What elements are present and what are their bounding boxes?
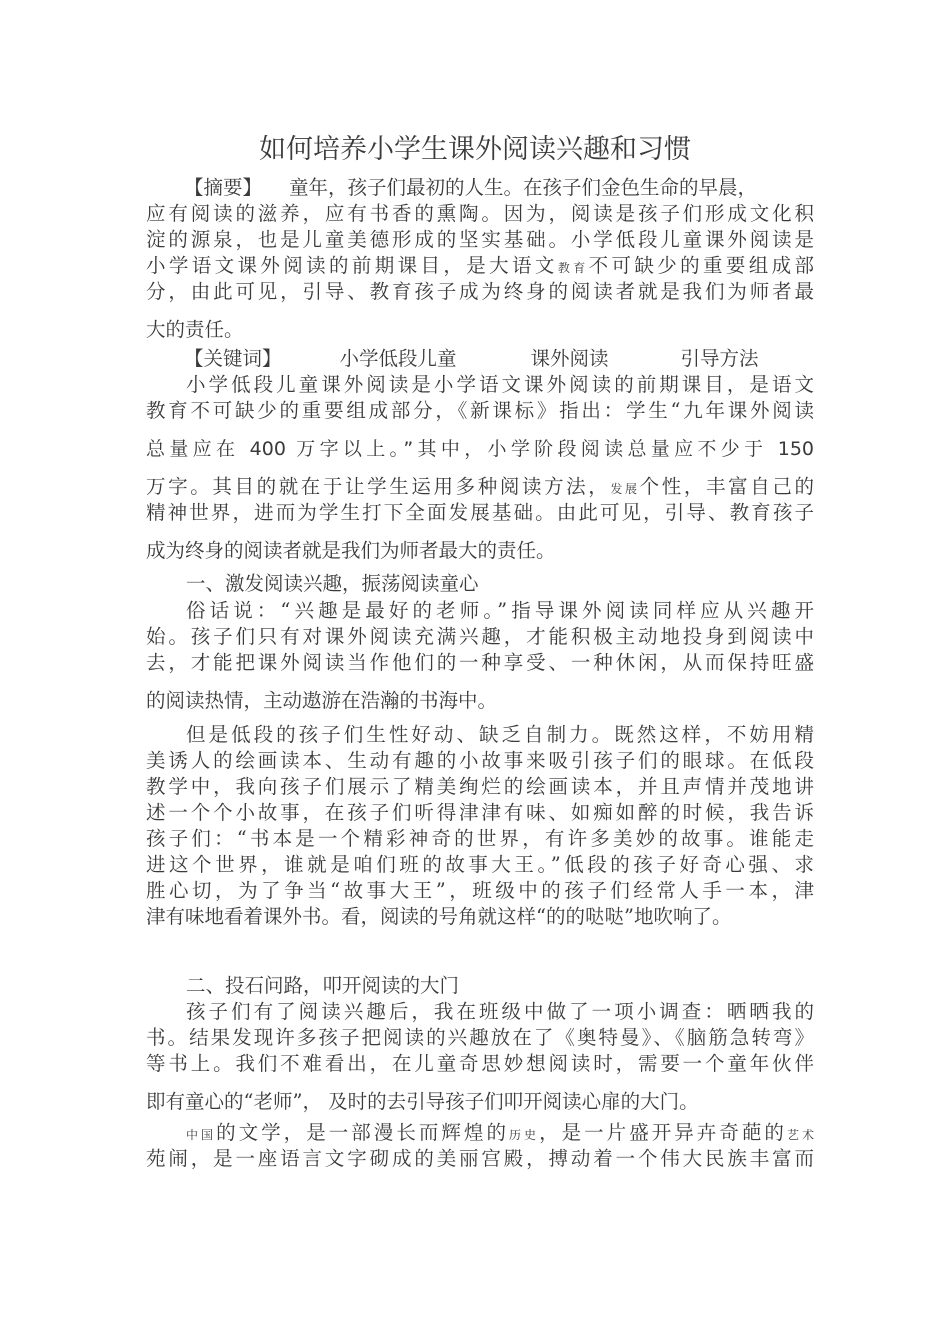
abstract-line: 淀的源泉，也是儿童美德形成的坚实基础。小学低段儿童课外阅读是 [146, 228, 814, 251]
paragraph-line: 教学中，我向孩子们展示了精美绚烂的绘画读本，并且声情并茂地讲 [146, 775, 814, 798]
section-heading: 一、激发阅读兴趣，振荡阅读童心 [186, 572, 479, 595]
paragraph-line: 俗话说：“兴趣是最好的老师。”指导课外阅读同样应从兴趣开 [186, 599, 814, 622]
paragraph-line: 进这个世界，谁就是咱们班的故事大王。”低段的孩子好奇心强、求 [146, 853, 814, 876]
intro-line: 总量应在 400 万字以上。”其中，小学阶段阅读总量应不少于 150 [146, 438, 814, 460]
paragraph-line: 孩子们：“书本是一个精彩神奇的世界，有许多美妙的故事。谁能走 [146, 827, 814, 850]
intro-line: 教育不可缺少的重要组成部分，《新课标》指出：学生“九年课外阅读 [146, 399, 814, 422]
section1-paragraph [146, 722, 814, 930]
keywords-line [146, 346, 814, 372]
paragraph-line: 述一个个小故事，在孩子们听得津津有味、如痴如醉的时候，我告诉 [146, 801, 814, 824]
section2-paragraph [146, 999, 814, 1115]
intro-line: 小学低段儿童课外阅读是小学语文课外阅读的前期课目，是语文 [186, 373, 814, 396]
small-inline-text: 教育 [557, 261, 589, 275]
intro-line: 万字。其目的就在于让学生运用多种阅读方法，发展个性，丰富自己的 [146, 475, 814, 498]
paragraph-line: 书。结果发现许多孩子把阅读的兴趣放在了《奥特曼》、《脑筋急转弯》 [146, 1026, 814, 1049]
keyword-item: 引导方法 [680, 347, 759, 370]
paragraph-line: 美诱人的绘画读本、生动有趣的小故事来吸引孩子们的眼球。在低段 [146, 749, 814, 772]
paragraph-line: 即有童心的“老师”， 及时的去引导孩子们叩开阅读心扉的大门。 [146, 1090, 699, 1113]
abstract-line: 【摘要】 童年，孩子们最初的人生。在孩子们金色生命的早晨， [184, 176, 758, 199]
keyword-item: 课外阅读 [530, 347, 609, 370]
paragraph-line: 始。孩子们只有对课外阅读充满兴趣，才能积极主动地投身到阅读中 [146, 625, 814, 648]
small-inline-text: 艺术 [786, 1128, 814, 1142]
paragraph-line: 但是低段的孩子们生性好动、缺乏自制力。既然这样，不妨用精 [186, 723, 814, 746]
abstract-line: 大的责任。 [146, 318, 244, 341]
small-inline-text: 历史 [509, 1128, 540, 1142]
paragraph-line: 胜心切，为了争当“故事大王”，班级中的孩子们经常人手一本，津 [146, 879, 814, 902]
paragraph-line: 津有味地看着课外书。看，阅读的号角就这样“的的哒哒”地吹响了。 [146, 905, 732, 928]
intro-line: 精神世界，进而为学生打下全面发展基础。由此可见，引导、教育孩子 [146, 501, 814, 524]
small-inline-text: 中国 [186, 1128, 217, 1142]
section1-paragraph [146, 598, 814, 714]
small-inline-text: 发展 [610, 482, 640, 496]
intro-paragraph [146, 372, 814, 564]
intro-line: 成为终身的阅读者就是我们为师者最大的责任。 [146, 539, 556, 562]
keyword-item: 小学低段儿童 [339, 347, 457, 370]
paragraph-line: 等书上。我们不难看出，在儿童奇思妙想阅读时，需要一个童年伙伴 [146, 1052, 814, 1075]
abstract-line: 分，由此可见，引导、教育孩子成为终身的阅读者就是我们为师者最 [146, 280, 814, 303]
paragraph-line: 的阅读热情，主动遨游在浩瀚的书海中。 [146, 689, 498, 712]
keywords-label: 【关键词】 [184, 347, 282, 370]
section-heading: 二、投石问路，叩开阅读的大门 [186, 974, 460, 997]
abstract-line: 应有阅读的滋养，应有书香的熏陶。因为，阅读是孩子们形成文化积 [146, 202, 814, 225]
abstract-line: 小学语文课外阅读的前期课目，是大语文教育不可缺少的重要组成部 [146, 254, 814, 277]
paragraph-line: 苑闹，是一座语言文字砌成的美丽宫殿，搏动着一个伟大民族丰富而 [146, 1147, 814, 1170]
section2-paragraph [146, 1120, 814, 1172]
document-title: 如何培养小学生课外阅读兴趣和习惯 [259, 134, 691, 165]
paragraph-line: 中国的文学，是一部漫长而辉煌的历史，是一片盛开异卉奇葩的艺术 [186, 1121, 814, 1144]
abstract-label: 【摘要】 [184, 176, 263, 199]
paragraph-line: 去，才能把课外阅读当作他们的一种享受、一种休闲，从而保持旺盛 [146, 651, 814, 674]
abstract-paragraph [146, 175, 814, 343]
paragraph-line: 孩子们有了阅读兴趣后，我在班级中做了一项小调查：晒晒我的 [186, 1000, 814, 1023]
